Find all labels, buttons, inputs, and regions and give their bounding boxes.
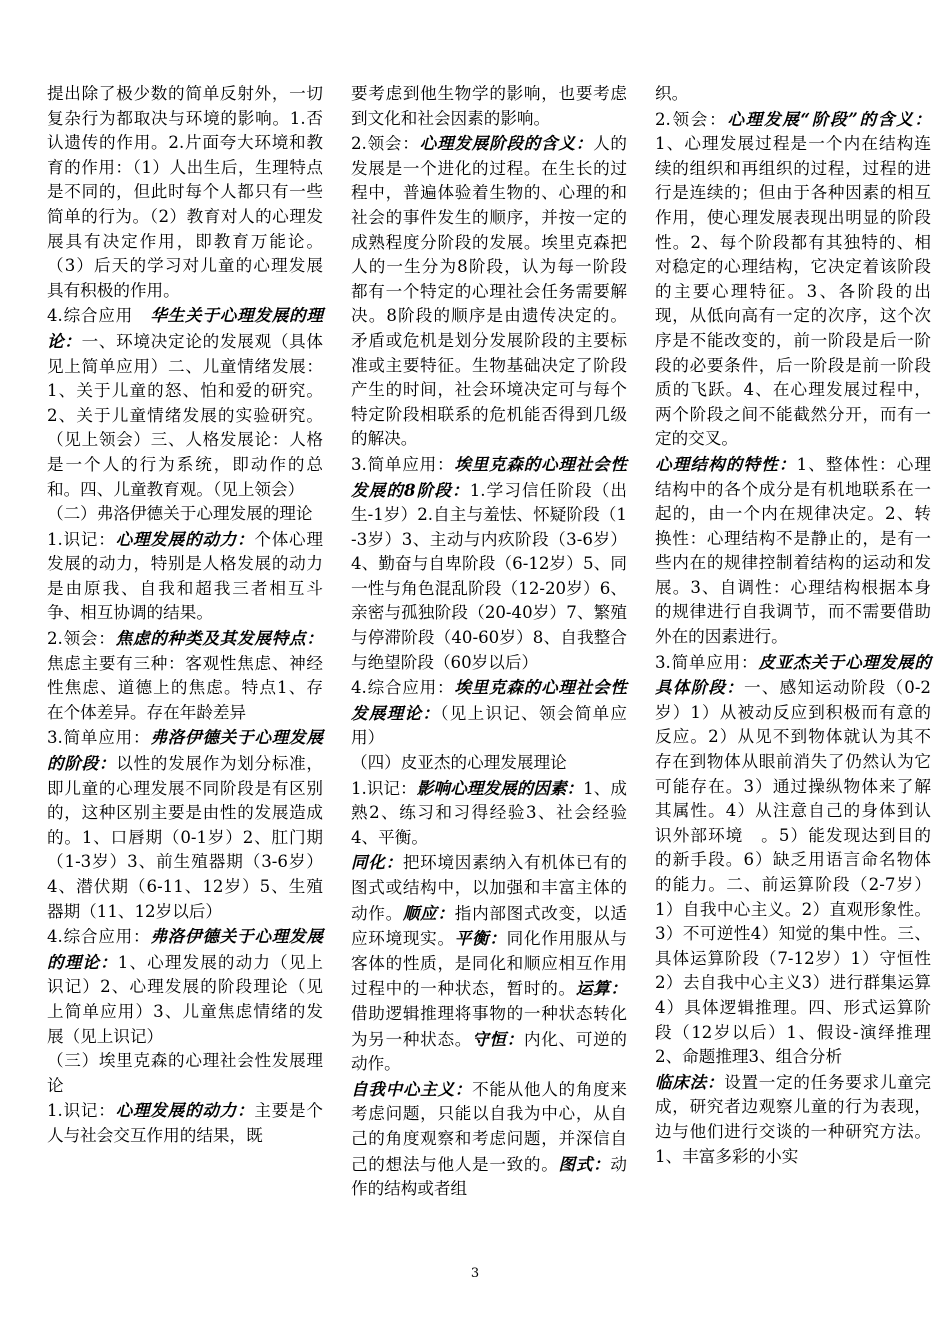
paragraph-body: 不能从他人的角度来考虑问题，只能以自我为中心，从自己的角度观察和考虑问题，并深信自己的想法与他人是一致的。 — [351, 1079, 628, 1174]
paragraph-body: 1、成熟2、练习和习得经验3、社会经验4、平衡。 — [351, 778, 628, 847]
section-heading: （四）皮亚杰的心理发展理论 — [351, 753, 567, 773]
paragraph-body: 一、感知运动阶段（0-2岁）1）从被动反应到积极而有意的反应。2）从见不到物体就认为其不存在到物体从眼前消失了仍然认为它可能存在。3）通过操纵物体来了解其属性。4）从注意自己的身体到认识外部环境 。5）能发现达到目的的新手段。6）缺乏用语言命名物体的能力。二、前运算阶段（2-7岁）1）自我中心主义。2）直观形象性。3）不可逆性4）知觉的集中性。三、具体运算阶段（7-12岁）1）守恒性2）去自我中心主义3）进行群集运算 4）具体逻辑推理。四、形式运算阶段（12岁以后）1、假设-演绎推理2、命题推理3、组合分析 — [655, 678, 948, 1067]
paragraph — [351, 776, 627, 851]
key-term: 皮亚杰关于心理发展的具体阶段： — [655, 651, 931, 698]
key-term: 图式： — [558, 1153, 611, 1174]
section-label: 3.简单应用： — [655, 652, 759, 672]
key-term: 心理发展的动力： — [115, 528, 255, 549]
paragraph — [351, 675, 627, 751]
section-label: 4.综合应用： — [47, 927, 151, 947]
paragraph-body: 把环境因素纳入有机体已有的图式或结构中，以加强和丰富主体的动作。 — [351, 853, 628, 923]
paragraph-body: 以性的发展作为划分标准，即儿童的心理发展不同阶段是有区别的，这种区别主要是由性的发展造成的。1、口唇期（0-1岁）2、肛门期（1-3岁）3、前生殖器期（3-6岁）4、潜伏期（6-11、12岁）5、生殖器期（11、12岁以后） — [47, 754, 324, 921]
paragraph-body: 人的发展是一个进化的过程。在生长的过程中，普遍体验着生物的、心理的和社会的事件发生的顺序，并按一定的成熟程度分阶段的发展。埃里克森把人的一生分为8阶段，认为每一阶段都有一个特定的心理社会任务需要解决。8阶段的顺序是由遗传决定的。矛盾或危机是划分发展阶段的主要标准或主要特征。生物基础决定了阶段产生的时间，社会环境决定可与每个特定阶段相联系的危机能否得到几级的解决。 — [351, 134, 627, 449]
paragraph-body: 1、心理发展过程是一个内在结构连续的组织和再组织的过程，过程的进行是连续的；但由于各种因素的相互作用，使心理发展表现出明显的阶段性。2、每个阶段都有其独特的、相对稳定的心理结构，它决定着该阶段的主要心理特征。3、各阶段的出现，从低向高有一定的次序，这个次序是不能改变的，前一阶段是后一阶段的必要条件，后一阶段是前一阶段质的飞跃。4、在心理发展过程中，两个阶段之间不能截然分开，而有一定的交叉。 — [655, 134, 931, 449]
key-term: 埃里克森的心理社会性发展理论： — [351, 677, 627, 723]
section-label: 2.领会： — [47, 629, 116, 649]
key-term: 运算： — [575, 978, 628, 999]
text-column-right — [655, 82, 948, 1169]
paragraph — [655, 452, 931, 650]
key-term: 华生关于心理发展的理论： — [47, 305, 323, 351]
paragraph — [47, 725, 323, 924]
paragraph-body: 主要是个人与社会交互作用的结果，既 — [47, 1101, 323, 1145]
paragraph: 提出除了极少数的简单反射外，一切复杂行为都取决与环境的影响。1.否认遗传的作用。2.片面夸大环境和教育的作用：（1）人出生后，生理特点是不同的，但此时每个人都只有一些简单的行为。（2）教育对人的心理发展具有决定作用，即教育万能论。（3）后天的学习对儿童的心理发展具有积极的作用。 — [47, 84, 323, 300]
key-term: 弗洛伊德关于心理发展的阶段： — [47, 727, 323, 774]
paragraph — [655, 650, 948, 1070]
key-term: 埃里克森的心理社会性发展的8阶段： — [351, 453, 627, 500]
key-term: 影响心理发展的因素： — [416, 777, 584, 798]
key-term: 平衡： — [454, 928, 507, 949]
paragraph-body: 借助逻辑推理将事物的一种状态转化为另一种状态。 — [351, 1003, 627, 1049]
paragraph — [655, 107, 931, 452]
text-column-middle — [351, 82, 627, 1202]
paragraph — [47, 626, 323, 725]
paragraph-body: 同化作用服从与客体的性质，是同化和顺应相互作用过程中的一种状态，暂时的。 — [351, 929, 628, 999]
section-label: 4.综合应用： — [351, 678, 455, 698]
section-label: 2.领会： — [351, 134, 420, 154]
key-term: 心理发展的动力： — [115, 1100, 255, 1121]
section-label: 3.简单应用： — [47, 728, 151, 748]
paragraph: 织。 — [655, 84, 689, 103]
section-heading: （二）弗洛伊德关于心理发展的理论 — [47, 504, 313, 524]
paragraph — [47, 527, 323, 626]
key-term: 心理结构的特性： — [655, 453, 797, 474]
paragraph — [351, 452, 627, 675]
key-term: 守恒： — [472, 1028, 524, 1049]
paragraph-body: 设置一定的任务要求儿童完成，研究者边观察儿童的行为表现，边与他们进行交谈的一种研究方法。1、丰富多彩的小实 — [655, 1072, 932, 1166]
paragraph — [351, 850, 627, 1076]
paragraph — [47, 1098, 323, 1148]
section-heading: （三）埃里克森的心理社会性发展理论 — [47, 1051, 323, 1095]
paragraph — [351, 1077, 627, 1202]
paragraph: 要考虑到他生物学的影响，也要考虑到文化和社会因素的影响。 — [351, 84, 627, 128]
paragraph-body: 个体心理发展的动力，特别是人格发展的动力是由原我、自我和超我三者相互斗争、相互协调的结果。 — [47, 529, 323, 623]
section-label: 3.简单应用： — [351, 454, 455, 474]
section-label: 1.识记： — [47, 1101, 116, 1121]
key-term: 同化： — [351, 852, 403, 873]
key-term: 弗洛伊德关于心理发展的理论： — [47, 926, 323, 972]
key-term: 焦虑的种类及其发展特点： — [115, 628, 323, 649]
paragraph-body: 1、心理发展的动力（见上识记）2、心理发展的阶段理论（见上简单应用）3、儿童焦虑情绪的发展（见上识记） — [47, 952, 324, 1046]
paragraph-body: 一、环境决定论的发展观（具体见上简单应用）二、儿童情绪发展：1、关于儿童的怒、怕和爱的研究。2、关于儿童情绪发展的实验研究。（见上领会）三、人格发展论：人格是一个人的行为系统，即动作的总和。四、儿童教育观。（见上领会） — [47, 331, 324, 499]
key-term: 心理发展阶段的含义： — [419, 133, 594, 154]
key-term: 临床法： — [655, 1071, 725, 1092]
paragraph-body: 1、整体性：心理结构中的各个成分是有机地联系在一起的，由一个内在规律决定。2、转换性：心理结构不是静止的，是有一些内在的规律控制着结构的运动和发展。3、自调性：心理结构根据本身的规律进行自我调节，而不需要借助外在的因素进行。 — [655, 454, 932, 647]
text-column-left — [47, 82, 323, 1149]
paragraph-body: 1.学习信任阶段（出生-1岁）2.自主与羞怯、怀疑阶段（1-3岁）3、主动与内疚阶段（3-6岁）4、勤奋与自卑阶段（6-12岁）5、同一性与角色混乱阶段（12-20岁）6、亲密与孤独阶段（20-40岁）7、繁殖与停滞阶段（40-60岁）8、自我整合与绝望阶段（60岁以后） — [351, 480, 627, 672]
paragraph — [351, 131, 627, 452]
key-term: 心理发展“阶段”的含义： — [727, 108, 931, 129]
paragraph — [47, 924, 323, 1049]
key-term: 自我中心主义： — [351, 1078, 473, 1099]
section-label: 1.识记： — [351, 778, 417, 798]
paragraph-body: 指内部图式改变，以适应环境现实。 — [351, 903, 628, 949]
page-number: 3 — [470, 1266, 480, 1281]
key-term: 顺应： — [402, 902, 455, 923]
paragraph-body: 内化、可逆的动作。 — [351, 1029, 628, 1074]
paragraph — [47, 303, 323, 502]
paragraph — [655, 1070, 931, 1169]
section-label: 1.识记： — [47, 529, 116, 549]
paragraph-body: 焦虑主要有三种：客观性焦虑、神经性焦虑、道德上的焦虑。特点1、存在个体差异。存在年龄差异 — [47, 653, 323, 722]
paragraph-body: （见上识记、领会简单应用） — [351, 703, 627, 748]
section-label: 4.综合应用 — [47, 306, 151, 326]
paragraph-body: 动作的结构或者组 — [351, 1154, 628, 1199]
section-label: 2.领会： — [655, 109, 728, 129]
